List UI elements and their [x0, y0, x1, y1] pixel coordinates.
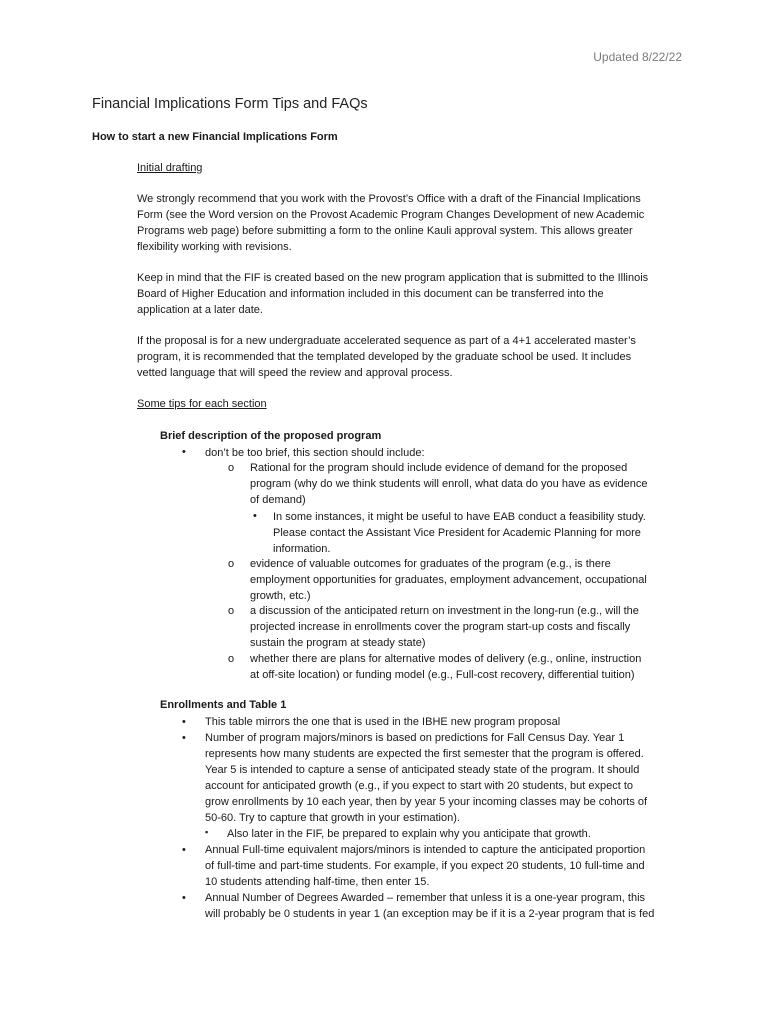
brief-description-heading: Brief description of the proposed program — [160, 430, 382, 442]
text-line: 10 students attending half-time, then enter 15. — [205, 875, 430, 888]
bullet-marker: • — [182, 844, 186, 856]
bullet-text: don’t be too brief, this section should include: — [205, 447, 425, 459]
bullet-text — [205, 891, 654, 923]
text-line: program, it is recommended that the templated developed by the graduate school be used. It includes — [137, 350, 632, 363]
text-line: sustain the program at steady state) — [250, 636, 426, 649]
updated-date: Updated 8/22/22 — [593, 50, 682, 64]
text-line: growth, etc.) — [250, 589, 311, 602]
text-line: of demand) — [250, 493, 306, 506]
sub-bullet-text: Also later in the FIF, be prepared to explain why you anticipate that growth. — [227, 828, 591, 840]
text-line: flexibility working with revisions. — [137, 240, 292, 253]
enrollments-heading: Enrollments and Table 1 — [160, 699, 287, 711]
text-line: grow enrollments by 10 each year, then by year 5 your incoming classes may be cohorts of — [205, 795, 648, 808]
sub-bullet-text — [250, 604, 639, 652]
paragraph-fif-basis — [137, 271, 685, 319]
text-line: Programs web page) before submitting a form to the online Kauli approval system. This allows greater — [137, 224, 633, 237]
text-line: Board of Higher Education and information included in this document can be transferred into the — [137, 287, 604, 300]
sub-bullet-text — [250, 461, 647, 509]
text-line: evidence of valuable outcomes for graduates of the program (e.g., is there — [250, 558, 611, 570]
text-line: We strongly recommend that you work with the Provost’s Office with a draft of the Financial Implications — [137, 193, 641, 205]
sub-bullet-text — [250, 557, 647, 605]
sub-sub-bullet-text — [273, 510, 646, 558]
initial-drafting-heading: Initial drafting — [137, 162, 203, 174]
page-title: Financial Implications Form Tips and FAQs — [92, 96, 368, 112]
text-line: of full-time and part-time students. For example, if you expect 20 students, 10 full-time and — [205, 859, 645, 872]
text-line: employment opportunities for graduates, employment advancement, occupational — [250, 573, 647, 586]
text-line: In some instances, it might be useful to have EAB conduct a feasibility study. — [273, 511, 646, 523]
text-line: If the proposal is for a new undergraduate accelerated sequence as part of a 4+1 accelerated master’s — [137, 335, 636, 347]
text-line: 50-60. Try to capture that growth in your estimation). — [205, 811, 460, 824]
tips-heading: Some tips for each section — [137, 398, 267, 410]
text-line: represents how many students are expected the first semester that the program is offered. — [205, 747, 644, 760]
text-line: program (why do we think students will enroll, what data do you have as evidence — [250, 477, 648, 490]
text-line: at off-site location) or funding model (e.g., Full-cost recovery, differential tuition) — [250, 668, 635, 681]
bullet-marker: • — [182, 892, 186, 904]
section-heading: How to start a new Financial Implications Form — [92, 131, 338, 143]
paragraph-accelerated — [137, 334, 685, 382]
text-line: projected increase in enrollments cover the program start-up costs and fiscally — [250, 620, 631, 633]
text-line: whether there are plans for alternative modes of delivery (e.g., online, instruction — [250, 653, 642, 665]
text-line: will probably be 0 students in year 1 (an exception may be if it is a 2-year program that is fed — [205, 907, 655, 920]
bullet-text — [205, 843, 645, 891]
text-line: Please contact the Assistant Vice President for Academic Planning for more — [273, 526, 641, 539]
text-line: Number of program majors/minors is based on predictions for Fall Census Day. Year 1 — [205, 732, 625, 744]
sub-bullet-text — [250, 652, 641, 684]
text-line: Rational for the program should include evidence of demand for the proposed — [250, 462, 628, 474]
text-line: application at a later date. — [137, 303, 263, 316]
bullet-text: This table mirrors the one that is used in the IBHE new program proposal — [205, 716, 561, 728]
bullet-marker: • — [182, 446, 186, 458]
paragraph-recommendation — [137, 192, 685, 256]
circle-marker: o — [228, 462, 235, 474]
text-line: Annual Full-time equivalent majors/minors is intended to capture the anticipated proportion — [205, 844, 646, 856]
text-line: Year 5 is intended to capture a sense of anticipated steady state of the program. It should — [205, 763, 640, 776]
circle-marker: o — [228, 605, 235, 617]
text-line: Annual Number of Degrees Awarded – remember that unless it is a one-year program, this — [205, 892, 646, 904]
square-marker: ▪ — [205, 827, 209, 837]
bullet-marker: • — [182, 716, 186, 728]
text-line: vetted language that will speed the review and approval process. — [137, 366, 453, 379]
circle-marker: o — [228, 558, 235, 570]
text-line: account for anticipated growth (e.g., if you expect to start with 20 students, but expect to — [205, 779, 634, 792]
bullet-text — [205, 731, 647, 826]
circle-marker: o — [228, 653, 235, 665]
bullet-marker: • — [182, 732, 186, 744]
bullet-marker: • — [253, 510, 257, 522]
text-line: Keep in mind that the FIF is created based on the new program application that is submitted to the Illinois — [137, 272, 649, 284]
text-line: Form (see the Word version on the Provost Academic Program Changes Development of new Academic — [137, 208, 645, 221]
text-line: a discussion of the anticipated return on investment in the long-run (e.g., will the — [250, 605, 639, 617]
text-line: information. — [273, 542, 331, 555]
